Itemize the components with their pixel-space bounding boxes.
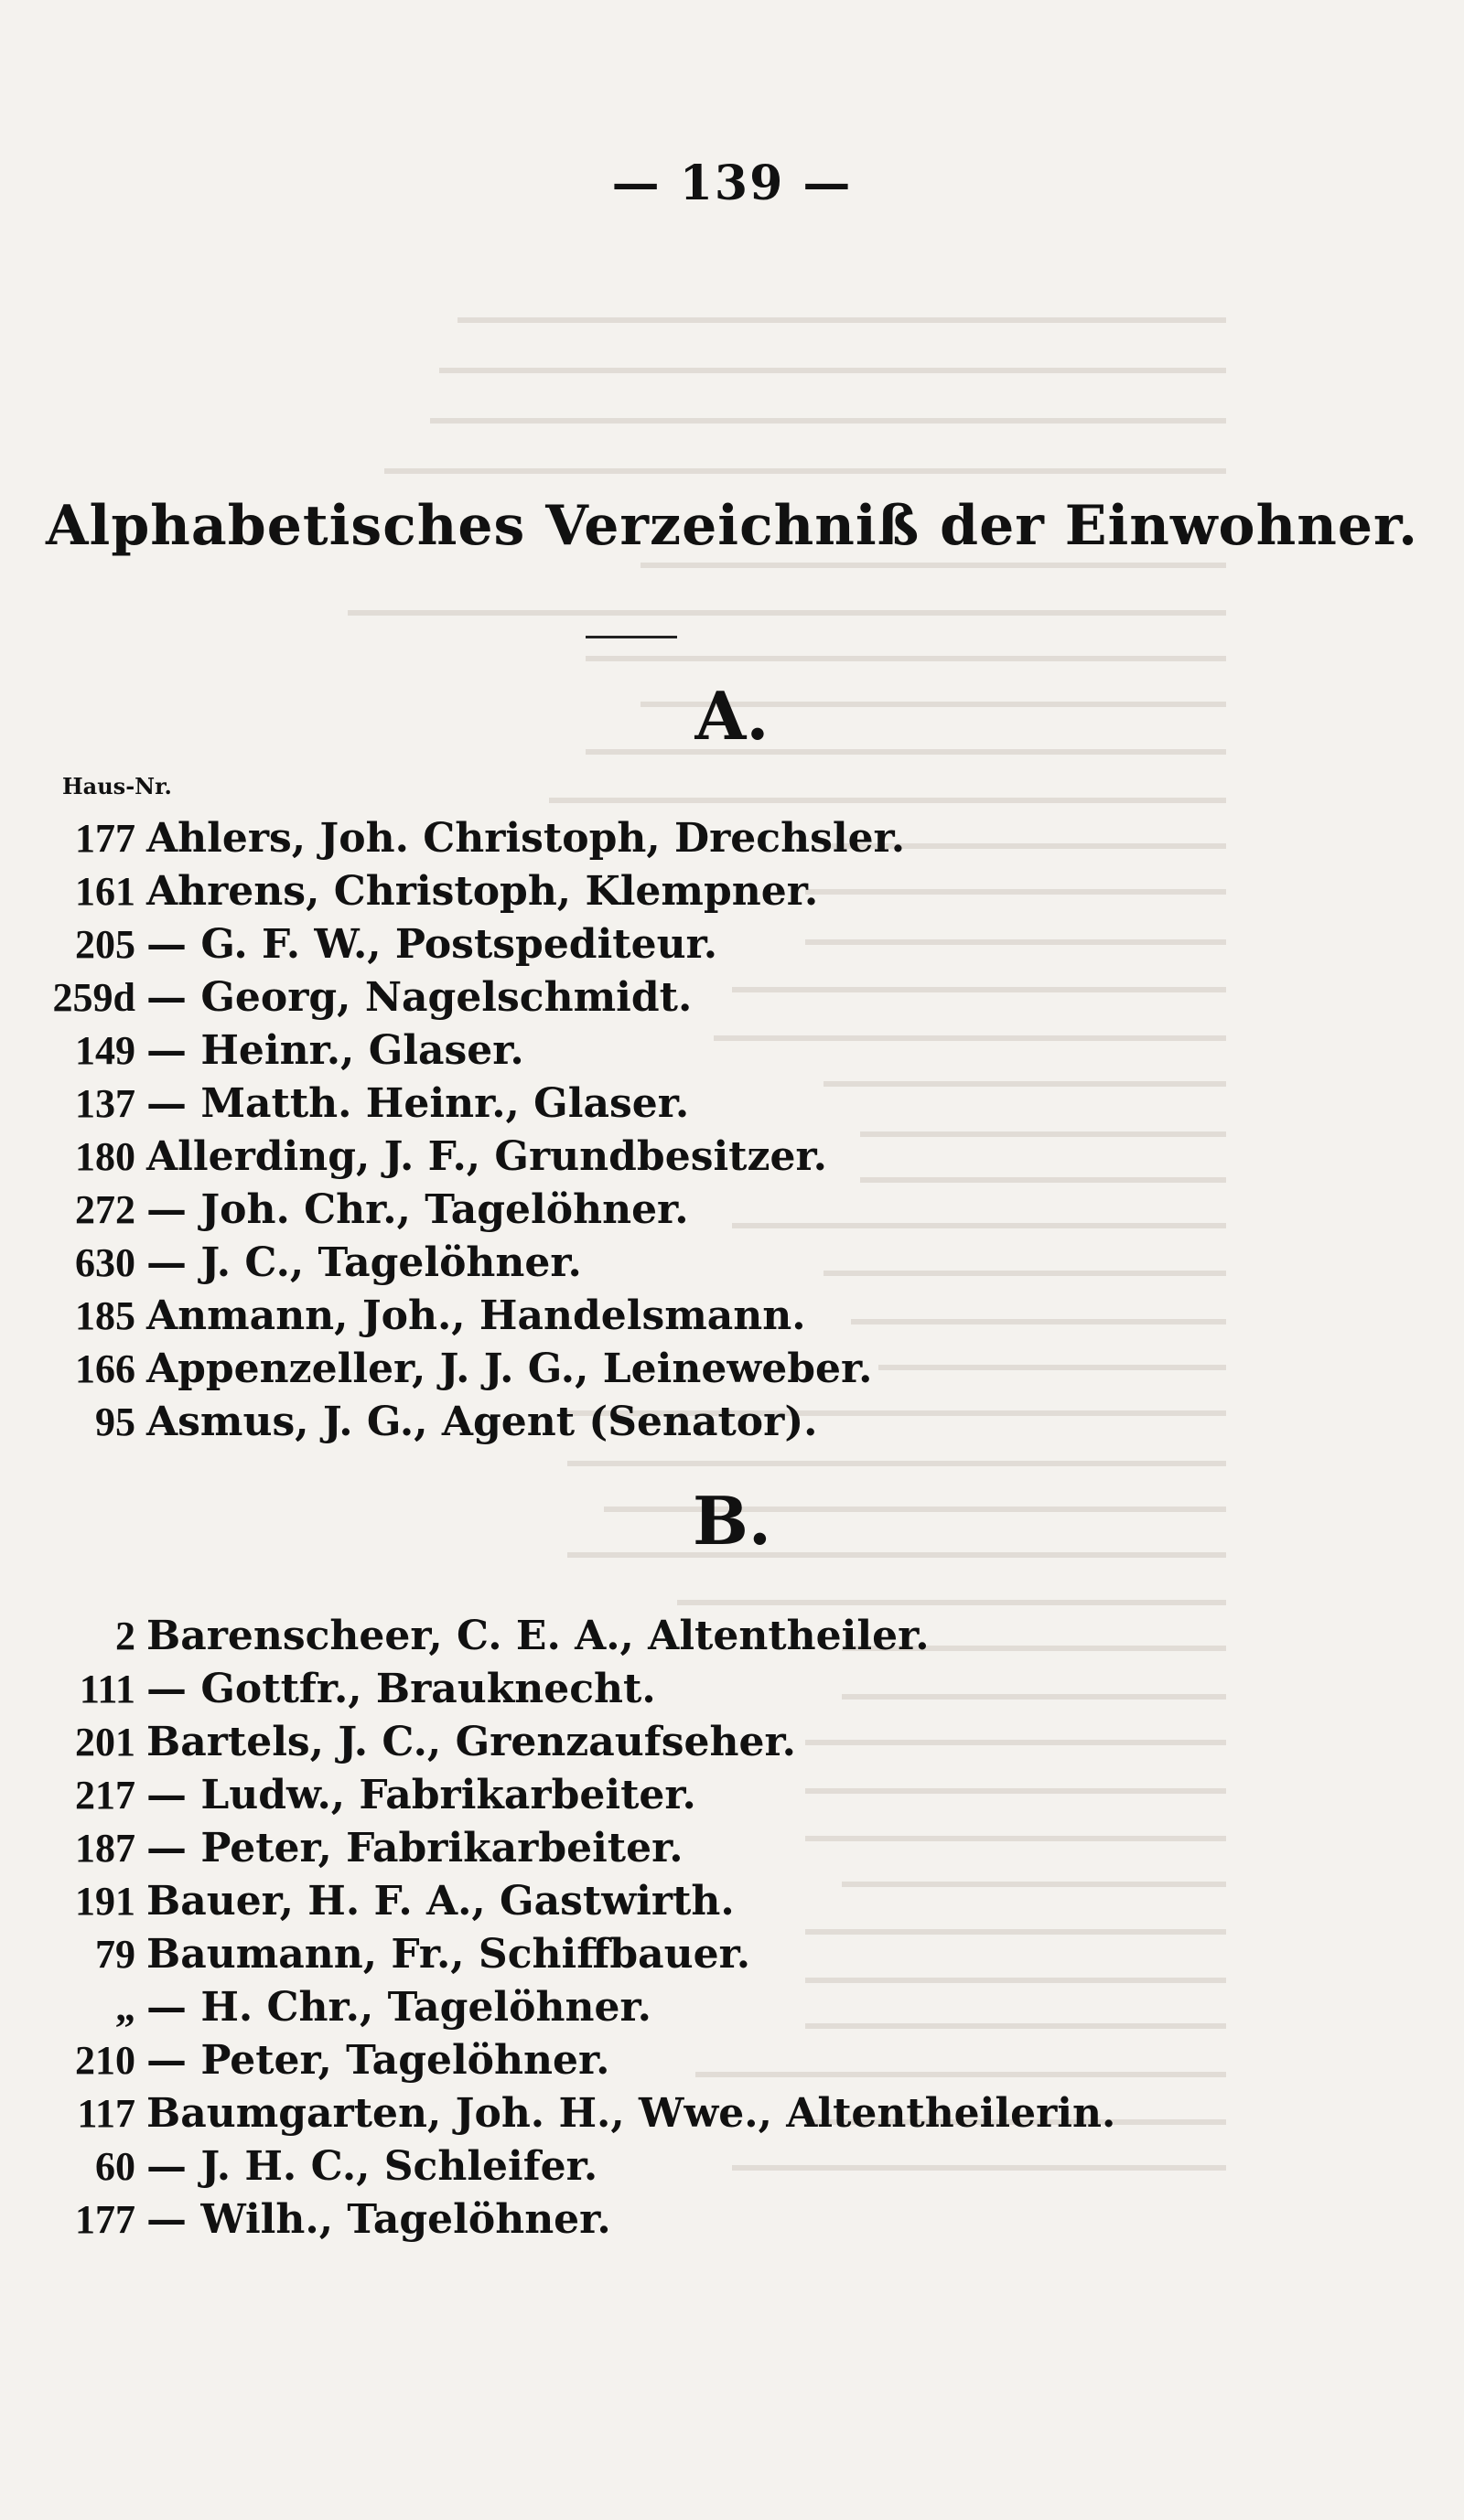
house-number: 60 [95, 2144, 135, 2189]
resident-entry: Baumgarten, Joh. H., Wwe., Altentheilerin. [146, 2090, 1116, 2137]
list-item [0, 1343, 1464, 1396]
resident-entry: — Heinr., Glaser. [146, 1027, 524, 1074]
list-item [0, 2087, 1464, 2140]
resident-entry: Asmus, J. G., Agent (Senator). [146, 1399, 818, 1445]
entry-list-a [0, 812, 1464, 1449]
resident-entry: Bartels, J. C., Grenzaufseher. [146, 1719, 796, 1765]
house-number: 201 [75, 1720, 135, 1764]
page-title: Alphabetisches Verzeichniß der Einwohner. [46, 494, 1418, 558]
list-item [0, 1875, 1464, 1928]
resident-entry: — Gottfr., Brauknecht. [146, 1666, 656, 1712]
resident-entry: — Joh. Chr., Tagelöhner. [146, 1186, 689, 1233]
house-number: 630 [75, 1240, 135, 1285]
house-number: 180 [75, 1134, 135, 1179]
list-item [0, 971, 1464, 1024]
house-number: 259d [52, 975, 135, 1020]
house-number: 272 [75, 1187, 135, 1232]
resident-entry: Appenzeller, J. J. G., Leineweber. [146, 1346, 873, 1392]
list-item [0, 1078, 1464, 1131]
list-item [0, 1769, 1464, 1822]
list-item [0, 1663, 1464, 1716]
house-number: 217 [75, 1773, 135, 1818]
resident-entry: Bauer, H. F. A., Gastwirth. [146, 1878, 735, 1925]
house-number: 161 [75, 869, 135, 914]
house-number: 185 [75, 1293, 135, 1338]
resident-entry: — Matth. Heinr., Glaser. [146, 1080, 690, 1127]
house-number: „ [115, 1985, 135, 2030]
house-number: 95 [95, 1399, 135, 1444]
resident-entry: — Georg, Nagelschmidt. [146, 974, 693, 1021]
resident-entry: Anmann, Joh., Handelsmann. [146, 1292, 806, 1339]
house-number: 137 [75, 1081, 135, 1126]
house-number: 117 [77, 2091, 135, 2136]
list-item [0, 1237, 1464, 1290]
resident-entry: — Wilh., Tagelöhner. [146, 2196, 611, 2243]
list-item [0, 1716, 1464, 1769]
page-number: — 139 — [611, 155, 853, 211]
title-rule [586, 636, 677, 638]
resident-entry: — Peter, Tagelöhner. [146, 2037, 610, 2084]
resident-entry: Ahrens, Christoph, Klempner. [146, 868, 819, 915]
house-number: 79 [95, 1932, 135, 1977]
house-number: 149 [75, 1028, 135, 1073]
section-letter-a: A. [694, 677, 770, 755]
list-item [0, 918, 1464, 971]
house-number: 177 [75, 2197, 135, 2242]
column-header-house-number: Haus-Nr. [62, 773, 172, 799]
section-letter-b: B. [693, 1482, 771, 1560]
resident-entry: — Ludw., Fabrikarbeiter. [146, 1772, 696, 1818]
resident-entry: — H. Chr., Tagelöhner. [146, 1984, 651, 2031]
resident-entry: Allerding, J. F., Grundbesitzer. [146, 1133, 827, 1180]
entry-list-b [0, 1610, 1464, 2247]
list-item [0, 1981, 1464, 2034]
resident-entry: — J. C., Tagelöhner. [146, 1239, 582, 1286]
list-item [0, 1822, 1464, 1875]
list-item [0, 2034, 1464, 2087]
resident-entry: Barenscheer, C. E. A., Altentheiler. [146, 1613, 930, 1659]
list-item [0, 1610, 1464, 1663]
resident-entry: — G. F. W., Postspediteur. [146, 921, 718, 968]
house-number: 187 [75, 1826, 135, 1871]
list-item [0, 1131, 1464, 1184]
list-item [0, 1396, 1464, 1449]
list-item [0, 1184, 1464, 1237]
house-number: 111 [79, 1667, 135, 1711]
house-number: 2 [115, 1614, 135, 1658]
resident-entry: Ahlers, Joh. Christoph, Drechsler. [146, 815, 906, 862]
list-item [0, 865, 1464, 918]
resident-entry: Baumann, Fr., Schiffbauer. [146, 1931, 751, 1978]
list-item [0, 2140, 1464, 2193]
house-number: 166 [75, 1346, 135, 1391]
list-item [0, 1024, 1464, 1078]
resident-entry: — Peter, Fabrikarbeiter. [146, 1825, 684, 1871]
list-item [0, 1928, 1464, 1981]
house-number: 191 [75, 1879, 135, 1924]
resident-entry: — J. H. C., Schleifer. [146, 2143, 598, 2190]
house-number: 177 [75, 816, 135, 861]
list-item [0, 812, 1464, 865]
list-item [0, 1290, 1464, 1343]
list-item [0, 2193, 1464, 2247]
house-number: 210 [75, 2038, 135, 2083]
house-number: 205 [75, 922, 135, 967]
